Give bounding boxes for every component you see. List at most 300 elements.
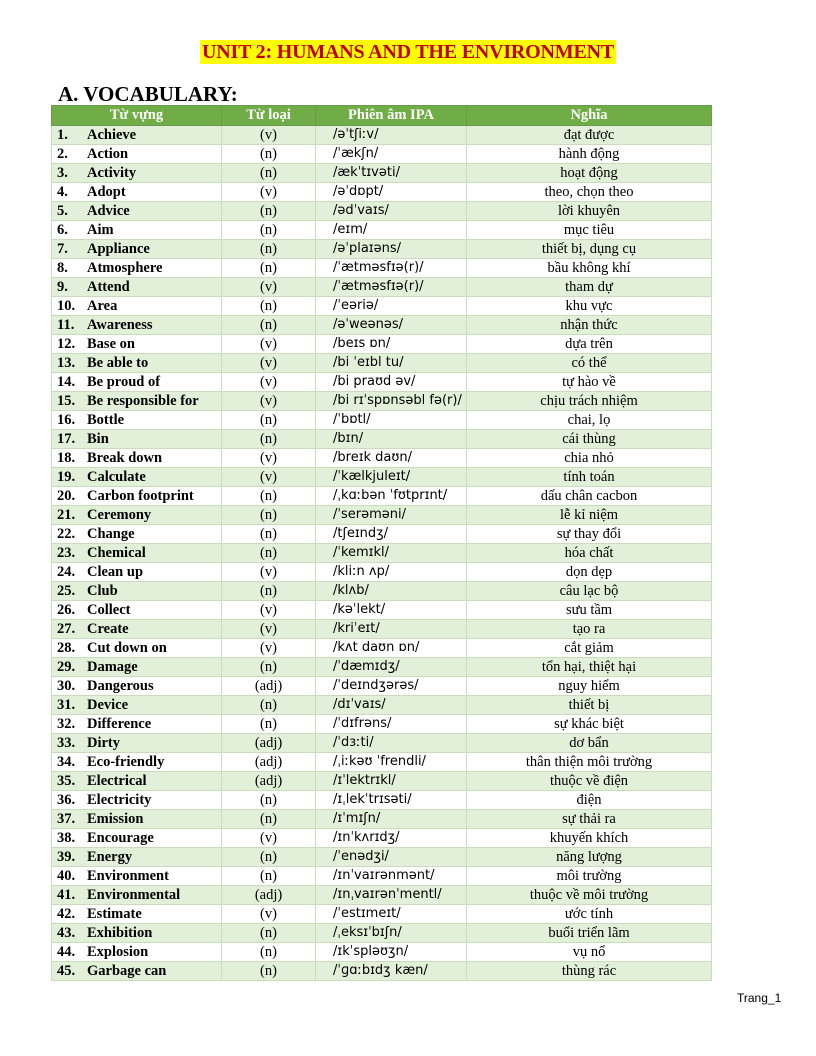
part-of-speech-cell: (n) (222, 867, 316, 886)
word-cell (52, 126, 222, 145)
meaning-cell: năng lượng (467, 848, 712, 867)
table-header-row (52, 106, 712, 126)
meaning-cell: dọn dẹp (467, 563, 712, 582)
table-row (52, 316, 712, 335)
word-text: Atmosphere (87, 260, 163, 276)
word-text: Estimate (87, 906, 142, 922)
table-row (52, 126, 712, 145)
meaning-cell: sự thải ra (467, 810, 712, 829)
word-text: Environment (87, 868, 169, 884)
part-of-speech-cell: (adj) (222, 734, 316, 753)
row-number: 16. (57, 412, 76, 428)
row-number: 42. (57, 906, 76, 922)
meaning-cell: thuộc về môi trường (467, 886, 712, 905)
part-of-speech-cell: (v) (222, 126, 316, 145)
word-text: Cut down on (87, 640, 167, 656)
word-cell (52, 753, 222, 772)
ipa-cell: /ˈkælkjuleɪt/ (316, 468, 467, 487)
meaning-cell: khuyến khích (467, 829, 712, 848)
word-text: Calculate (87, 469, 146, 485)
part-of-speech-cell: (n) (222, 810, 316, 829)
meaning-cell: dựa trên (467, 335, 712, 354)
ipa-cell: /ˈkemɪkl/ (316, 544, 467, 563)
part-of-speech-cell: (n) (222, 525, 316, 544)
ipa-cell: /ˈɡɑːbɪdʒ kæn/ (316, 962, 467, 981)
word-text: Create (87, 621, 129, 637)
ipa-cell: /əˈweənəs/ (316, 316, 467, 335)
meaning-cell: sưu tầm (467, 601, 712, 620)
meaning-cell: khu vực (467, 297, 712, 316)
word-text: Change (87, 526, 135, 542)
part-of-speech-cell: (n) (222, 221, 316, 240)
word-cell (52, 810, 222, 829)
table-row (52, 468, 712, 487)
ipa-cell: /ɪnˈvaɪrənmənt/ (316, 867, 467, 886)
row-number: 22. (57, 526, 76, 542)
table-row (52, 411, 712, 430)
word-text: Awareness (87, 317, 153, 333)
ipa-cell: /ˈætməsfɪə(r)/ (316, 259, 467, 278)
meaning-cell: tạo ra (467, 620, 712, 639)
meaning-cell: dơ bẩn (467, 734, 712, 753)
row-number: 14. (57, 374, 76, 390)
ipa-cell: /ˈeəriə/ (316, 297, 467, 316)
row-number: 2. (57, 146, 68, 162)
ipa-cell: /əˈplaɪəns/ (316, 240, 467, 259)
table-body (52, 126, 712, 981)
ipa-cell: /əˈdɒpt/ (316, 183, 467, 202)
word-cell (52, 905, 222, 924)
table-row (52, 221, 712, 240)
meaning-cell: chịu trách nhiệm (467, 392, 712, 411)
word-cell (52, 658, 222, 677)
row-number: 6. (57, 222, 68, 238)
part-of-speech-cell: (n) (222, 240, 316, 259)
word-text: Be responsible for (87, 393, 199, 409)
meaning-cell: thuộc về điện (467, 772, 712, 791)
word-cell (52, 582, 222, 601)
word-cell (52, 734, 222, 753)
table-row (52, 962, 712, 981)
row-number: 25. (57, 583, 76, 599)
table-row (52, 886, 712, 905)
word-text: Electrical (87, 773, 147, 789)
row-number: 12. (57, 336, 76, 352)
word-text: Clean up (87, 564, 144, 580)
word-cell (52, 563, 222, 582)
part-of-speech-cell: (n) (222, 924, 316, 943)
part-of-speech-cell: (n) (222, 164, 316, 183)
ipa-cell: /bi rɪˈspɒnsəbl fə(r)/ (316, 392, 467, 411)
meaning-cell: buổi triển lãm (467, 924, 712, 943)
header-meaning: Nghĩa (467, 106, 712, 126)
row-number: 33. (57, 735, 76, 751)
meaning-cell: đạt được (467, 126, 712, 145)
table-row (52, 905, 712, 924)
part-of-speech-cell: (v) (222, 449, 316, 468)
row-number: 11. (57, 317, 75, 333)
part-of-speech-cell: (v) (222, 905, 316, 924)
part-of-speech-cell: (v) (222, 468, 316, 487)
part-of-speech-cell: (adj) (222, 886, 316, 905)
word-cell (52, 696, 222, 715)
meaning-cell: nhận thức (467, 316, 712, 335)
word-cell (52, 867, 222, 886)
word-cell (52, 449, 222, 468)
meaning-cell: thiết bị (467, 696, 712, 715)
ipa-cell: /bɪn/ (316, 430, 467, 449)
word-text: Dangerous (87, 678, 154, 694)
meaning-cell: nguy hiểm (467, 677, 712, 696)
row-number: 5. (57, 203, 68, 219)
table-row (52, 506, 712, 525)
ipa-cell: /ɪˈlektrɪkl/ (316, 772, 467, 791)
table-row (52, 924, 712, 943)
part-of-speech-cell: (n) (222, 487, 316, 506)
ipa-cell: /ɪkˈspləʊʒn/ (316, 943, 467, 962)
ipa-cell: /dɪˈvaɪs/ (316, 696, 467, 715)
ipa-cell: /ɪˈmɪʃn/ (316, 810, 467, 829)
meaning-cell: sự thay đổi (467, 525, 712, 544)
table-row (52, 791, 712, 810)
word-cell (52, 639, 222, 658)
row-number: 29. (57, 659, 76, 675)
word-cell (52, 791, 222, 810)
table-row (52, 278, 712, 297)
row-number: 37. (57, 811, 76, 827)
meaning-cell: hành động (467, 145, 712, 164)
word-text: Advice (87, 203, 130, 219)
word-cell (52, 772, 222, 791)
table-row (52, 639, 712, 658)
page-title: UNIT 2: HUMANS AND THE ENVIRONMENT (202, 41, 614, 63)
word-text: Damage (87, 659, 138, 675)
word-cell (52, 221, 222, 240)
table-row (52, 829, 712, 848)
row-number: 3. (57, 165, 68, 181)
part-of-speech-cell: (v) (222, 639, 316, 658)
table-row (52, 734, 712, 753)
part-of-speech-cell: (v) (222, 620, 316, 639)
ipa-cell: /ɪˌlekˈtrɪsəti/ (316, 791, 467, 810)
part-of-speech-cell: (v) (222, 392, 316, 411)
ipa-cell: /ˈdɪfrəns/ (316, 715, 467, 734)
word-cell (52, 354, 222, 373)
ipa-cell: /kʌt daʊn ɒn/ (316, 639, 467, 658)
ipa-cell: /kəˈlekt/ (316, 601, 467, 620)
word-text: Carbon footprint (87, 488, 194, 504)
part-of-speech-cell: (n) (222, 791, 316, 810)
word-cell (52, 316, 222, 335)
table-row (52, 183, 712, 202)
row-number: 32. (57, 716, 76, 732)
word-text: Eco-friendly (87, 754, 165, 770)
table-row (52, 392, 712, 411)
word-cell (52, 202, 222, 221)
ipa-cell: /ˈestɪmeɪt/ (316, 905, 467, 924)
row-number: 21. (57, 507, 76, 523)
part-of-speech-cell: (n) (222, 658, 316, 677)
ipa-cell: /ˌiːkəʊ ˈfrendli/ (316, 753, 467, 772)
ipa-cell: /ˈdæmɪdʒ/ (316, 658, 467, 677)
word-cell (52, 506, 222, 525)
row-number: 39. (57, 849, 76, 865)
part-of-speech-cell: (n) (222, 715, 316, 734)
part-of-speech-cell: (n) (222, 962, 316, 981)
row-number: 31. (57, 697, 76, 713)
word-cell (52, 392, 222, 411)
part-of-speech-cell: (adj) (222, 772, 316, 791)
ipa-cell: /ˈækʃn/ (316, 145, 467, 164)
word-text: Club (87, 583, 118, 599)
meaning-cell: thân thiện môi trường (467, 753, 712, 772)
ipa-cell: /ədˈvaɪs/ (316, 202, 467, 221)
part-of-speech-cell: (v) (222, 183, 316, 202)
ipa-cell: /kliːn ʌp/ (316, 563, 467, 582)
meaning-cell: cái thùng (467, 430, 712, 449)
ipa-cell: /kriˈeɪt/ (316, 620, 467, 639)
part-of-speech-cell: (n) (222, 297, 316, 316)
meaning-cell: sự khác biệt (467, 715, 712, 734)
meaning-cell: hóa chất (467, 544, 712, 563)
part-of-speech-cell: (n) (222, 506, 316, 525)
meaning-cell: chia nhỏ (467, 449, 712, 468)
row-number: 17. (57, 431, 76, 447)
row-number: 10. (57, 298, 76, 314)
header-part-of-speech: Từ loại (222, 106, 316, 126)
ipa-cell: /ˈdɜːti/ (316, 734, 467, 753)
word-cell (52, 278, 222, 297)
word-text: Appliance (87, 241, 150, 257)
row-number: 15. (57, 393, 76, 409)
table-row (52, 677, 712, 696)
word-cell (52, 848, 222, 867)
ipa-cell: /bi praʊd əv/ (316, 373, 467, 392)
ipa-cell: /ˈdeɪndʒərəs/ (316, 677, 467, 696)
table-row (52, 335, 712, 354)
word-cell (52, 943, 222, 962)
meaning-cell: mục tiêu (467, 221, 712, 240)
part-of-speech-cell: (v) (222, 601, 316, 620)
ipa-cell: /tʃeɪndʒ/ (316, 525, 467, 544)
table-row (52, 715, 712, 734)
table-row (52, 373, 712, 392)
word-text: Difference (87, 716, 152, 732)
word-cell (52, 715, 222, 734)
ipa-cell: /klʌb/ (316, 582, 467, 601)
row-number: 36. (57, 792, 76, 808)
row-number: 7. (57, 241, 68, 257)
table-row (52, 240, 712, 259)
word-cell (52, 145, 222, 164)
ipa-cell: /ɪnˌvaɪrənˈmentl/ (316, 886, 467, 905)
word-text: Break down (87, 450, 163, 466)
table-row (52, 582, 712, 601)
table-row (52, 354, 712, 373)
row-number: 38. (57, 830, 76, 846)
meaning-cell: tham dự (467, 278, 712, 297)
word-cell (52, 430, 222, 449)
row-number: 43. (57, 925, 76, 941)
word-text: Dirty (87, 735, 121, 751)
meaning-cell: lời khuyên (467, 202, 712, 221)
part-of-speech-cell: (v) (222, 829, 316, 848)
word-text: Be able to (87, 355, 149, 371)
row-number: 20. (57, 488, 76, 504)
word-text: Ceremony (87, 507, 152, 523)
table-row (52, 772, 712, 791)
row-number: 23. (57, 545, 76, 561)
word-cell (52, 962, 222, 981)
meaning-cell: chai, lọ (467, 411, 712, 430)
word-text: Bottle (87, 412, 125, 428)
ipa-cell: /ˈenədʒi/ (316, 848, 467, 867)
part-of-speech-cell: (n) (222, 259, 316, 278)
word-cell (52, 487, 222, 506)
word-text: Bin (87, 431, 109, 447)
header-ipa: Phiên âm IPA (316, 106, 467, 126)
row-number: 35. (57, 773, 76, 789)
vocabulary-table (51, 105, 712, 981)
meaning-cell: bầu không khí (467, 259, 712, 278)
row-number: 1. (57, 127, 68, 143)
table-row (52, 620, 712, 639)
word-cell (52, 240, 222, 259)
word-cell (52, 620, 222, 639)
meaning-cell: cắt giảm (467, 639, 712, 658)
word-text: Activity (87, 165, 137, 181)
word-cell (52, 525, 222, 544)
word-cell (52, 259, 222, 278)
part-of-speech-cell: (n) (222, 202, 316, 221)
meaning-cell: vụ nổ (467, 943, 712, 962)
word-cell (52, 601, 222, 620)
table-row (52, 544, 712, 563)
word-text: Attend (87, 279, 130, 295)
part-of-speech-cell: (n) (222, 848, 316, 867)
ipa-cell: /ækˈtɪvəti/ (316, 164, 467, 183)
header-word: Từ vựng (52, 106, 222, 126)
meaning-cell: theo, chọn theo (467, 183, 712, 202)
part-of-speech-cell: (adj) (222, 677, 316, 696)
row-number: 13. (57, 355, 76, 371)
row-number: 40. (57, 868, 76, 884)
part-of-speech-cell: (n) (222, 411, 316, 430)
meaning-cell: môi trường (467, 867, 712, 886)
word-text: Chemical (87, 545, 146, 561)
word-text: Emission (87, 811, 144, 827)
part-of-speech-cell: (n) (222, 430, 316, 449)
word-cell (52, 183, 222, 202)
part-of-speech-cell: (n) (222, 316, 316, 335)
ipa-cell: /breɪk daʊn/ (316, 449, 467, 468)
row-number: 18. (57, 450, 76, 466)
word-cell (52, 373, 222, 392)
table-row (52, 487, 712, 506)
meaning-cell: câu lạc bộ (467, 582, 712, 601)
table-row (52, 202, 712, 221)
table-row (52, 810, 712, 829)
meaning-cell: có thể (467, 354, 712, 373)
table-row (52, 164, 712, 183)
ipa-cell: /əˈtʃiːv/ (316, 126, 467, 145)
table-row (52, 449, 712, 468)
word-cell (52, 677, 222, 696)
meaning-cell: thiết bị, dụng cụ (467, 240, 712, 259)
meaning-cell: tổn hại, thiệt hại (467, 658, 712, 677)
word-cell (52, 164, 222, 183)
word-cell (52, 297, 222, 316)
word-cell (52, 544, 222, 563)
row-number: 34. (57, 754, 76, 770)
table-row (52, 658, 712, 677)
row-number: 26. (57, 602, 76, 618)
row-number: 27. (57, 621, 76, 637)
table-row (52, 696, 712, 715)
table-row (52, 601, 712, 620)
meaning-cell: tự hào về (467, 373, 712, 392)
word-text: Energy (87, 849, 133, 865)
part-of-speech-cell: (n) (222, 943, 316, 962)
ipa-cell: /ˈætməsfɪə(r)/ (316, 278, 467, 297)
word-cell (52, 829, 222, 848)
ipa-cell: /bi ˈeɪbl tu/ (316, 354, 467, 373)
row-number: 30. (57, 678, 76, 694)
row-number: 9. (57, 279, 68, 295)
table-row (52, 525, 712, 544)
part-of-speech-cell: (n) (222, 145, 316, 164)
section-heading: A. VOCABULARY: (58, 82, 238, 106)
part-of-speech-cell: (v) (222, 278, 316, 297)
row-number: 8. (57, 260, 68, 276)
table-row (52, 753, 712, 772)
table-row (52, 867, 712, 886)
part-of-speech-cell: (adj) (222, 753, 316, 772)
word-text: Aim (87, 222, 114, 238)
meaning-cell: thùng rác (467, 962, 712, 981)
word-cell (52, 886, 222, 905)
word-text: Action (87, 146, 129, 162)
word-text: Collect (87, 602, 131, 618)
ipa-cell: /beɪs ɒn/ (316, 335, 467, 354)
meaning-cell: lễ kỉ niệm (467, 506, 712, 525)
row-number: 24. (57, 564, 76, 580)
part-of-speech-cell: (n) (222, 696, 316, 715)
table-row (52, 943, 712, 962)
meaning-cell: dấu chân cacbon (467, 487, 712, 506)
word-cell (52, 468, 222, 487)
ipa-cell: /eɪm/ (316, 221, 467, 240)
word-text: Garbage can (87, 963, 167, 979)
meaning-cell: điện (467, 791, 712, 810)
ipa-cell: /ɪnˈkʌrɪdʒ/ (316, 829, 467, 848)
word-text: Achieve (87, 127, 137, 143)
row-number: 44. (57, 944, 76, 960)
word-text: Environmental (87, 887, 181, 903)
meaning-cell: hoạt động (467, 164, 712, 183)
word-text: Area (87, 298, 118, 314)
ipa-cell: /ˈserəməni/ (316, 506, 467, 525)
title-wrapper (0, 40, 816, 64)
page-footer: Trang_1 (737, 991, 782, 1005)
word-cell (52, 411, 222, 430)
part-of-speech-cell: (v) (222, 373, 316, 392)
word-text: Exhibition (87, 925, 153, 941)
word-text: Device (87, 697, 129, 713)
word-cell (52, 924, 222, 943)
table-row (52, 145, 712, 164)
row-number: 45. (57, 963, 76, 979)
